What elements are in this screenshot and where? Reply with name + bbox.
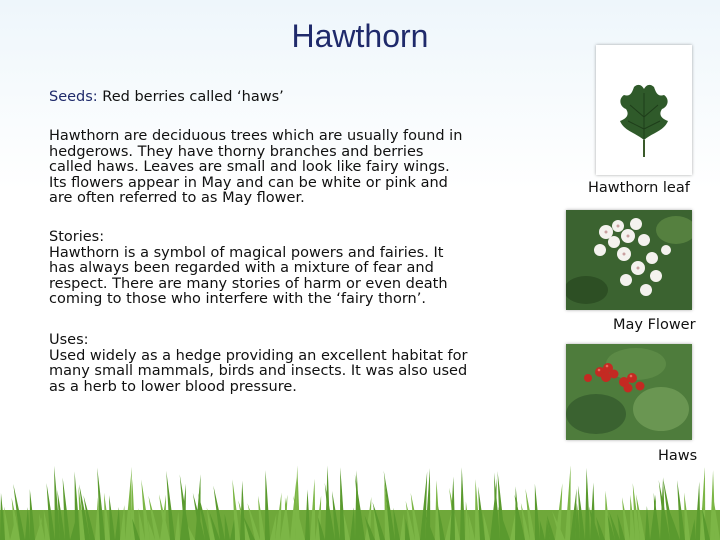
description-paragraph: Hawthorn are deciduous trees which are usually found in hedgerows. They have thorny branches and berries called haws. Leaves are small and look like fairy wings. Its flowers appear in May and can be white or pink and are often referred to as May flower. [49, 128, 463, 206]
haws-image [566, 344, 692, 440]
stories-label: Stories: [49, 229, 105, 245]
hawthorn-leaf-caption: Hawthorn leaf [588, 180, 690, 196]
haws-caption: Haws [658, 448, 698, 464]
seeds-line [49, 90, 469, 106]
may-flower-caption: May Flower [613, 317, 696, 333]
seeds-text: Red berries called ‘haws’ [97, 89, 284, 105]
uses-section [49, 333, 469, 395]
hawthorn-leaf-image [596, 45, 692, 175]
page-title: Hawthorn [291, 18, 429, 54]
seeds-label: Seeds: [49, 89, 98, 105]
stories-text: Hawthorn is a symbol of magical powers and fairies. It has always been regarded with a mixture of fear and respect. There are many stories of harm or even death coming to those who interfere with the ‘fairy thorn’. [49, 244, 448, 307]
uses-text: Used widely as a hedge providing an excellent habitat for many small mammals, birds and insects. It was also used as a herb to lower blood pressure. [49, 347, 468, 395]
may-flower-image [566, 210, 692, 310]
stories-section [49, 230, 469, 308]
uses-label: Uses: [49, 332, 89, 348]
grass-decoration [0, 460, 720, 540]
